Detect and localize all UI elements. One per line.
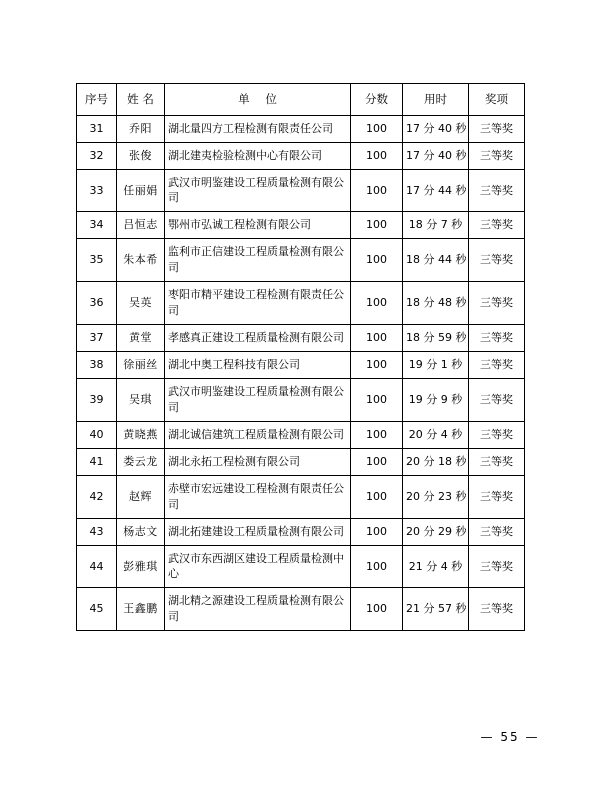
cell-number: 39 [77,378,117,421]
page-number: — 55 — [480,730,540,744]
cell-unit: 湖北拓建建设工程质量检测有限公司 [165,518,351,545]
table-row [77,115,525,142]
cell-prize: 三等奖 [469,448,525,475]
cell-name: 徐丽丝 [117,352,165,379]
cell-name: 黄晓燕 [117,421,165,448]
cell-name: 王鑫鹏 [117,588,165,631]
cell-name: 吴英 [117,282,165,325]
cell-unit: 武汉市明鉴建设工程质量检测有限公司 [165,169,351,212]
cell-time: 20 分 29 秒 [403,518,469,545]
cell-name: 乔阳 [117,115,165,142]
cell-number: 35 [77,239,117,282]
cell-score: 100 [351,588,403,631]
cell-time: 17 分 44 秒 [403,169,469,212]
cell-unit: 湖北建夷检验检测中心有限公司 [165,142,351,169]
award-table [76,83,525,631]
cell-unit: 武汉市东西湖区建设工程质量检测中心 [165,545,351,588]
cell-score: 100 [351,352,403,379]
cell-prize: 三等奖 [469,212,525,239]
cell-score: 100 [351,282,403,325]
table-row [77,448,525,475]
cell-score: 100 [351,421,403,448]
cell-prize: 三等奖 [469,142,525,169]
table-row [77,239,525,282]
cell-prize: 三等奖 [469,378,525,421]
award-table-container [76,83,524,631]
cell-score: 100 [351,239,403,282]
cell-prize: 三等奖 [469,588,525,631]
cell-score: 100 [351,378,403,421]
cell-unit: 赤壁市宏远建设工程检测有限责任公司 [165,475,351,518]
cell-prize: 三等奖 [469,421,525,448]
table-header [77,84,525,116]
table-row [77,169,525,212]
cell-time: 18 分 7 秒 [403,212,469,239]
cell-unit: 孝感真正建设工程质量检测有限公司 [165,325,351,352]
cell-prize: 三等奖 [469,282,525,325]
cell-name: 吴琪 [117,378,165,421]
cell-name: 彭雅琪 [117,545,165,588]
cell-number: 42 [77,475,117,518]
table-row [77,378,525,421]
cell-prize: 三等奖 [469,352,525,379]
cell-time: 18 分 44 秒 [403,239,469,282]
cell-prize: 三等奖 [469,169,525,212]
cell-number: 33 [77,169,117,212]
cell-prize: 三等奖 [469,518,525,545]
table-row [77,282,525,325]
table-row [77,212,525,239]
column-header-time: 用时 [403,84,469,116]
cell-prize: 三等奖 [469,115,525,142]
cell-number: 31 [77,115,117,142]
table-row [77,352,525,379]
cell-unit: 枣阳市精平建设工程检测有限责任公司 [165,282,351,325]
cell-name: 任丽娟 [117,169,165,212]
cell-unit: 鄂州市弘诚工程检测有限公司 [165,212,351,239]
cell-time: 19 分 9 秒 [403,378,469,421]
cell-prize: 三等奖 [469,239,525,282]
cell-name: 朱本希 [117,239,165,282]
cell-name: 张俊 [117,142,165,169]
cell-unit: 湖北中奥工程科技有限公司 [165,352,351,379]
cell-score: 100 [351,475,403,518]
table-row [77,588,525,631]
cell-time: 20 分 18 秒 [403,448,469,475]
column-header-unit: 单 位 [165,84,351,116]
cell-time: 20 分 23 秒 [403,475,469,518]
cell-prize: 三等奖 [469,545,525,588]
cell-name: 杨志文 [117,518,165,545]
cell-time: 21 分 57 秒 [403,588,469,631]
cell-time: 17 分 40 秒 [403,142,469,169]
cell-score: 100 [351,545,403,588]
cell-name: 娄云龙 [117,448,165,475]
cell-time: 18 分 48 秒 [403,282,469,325]
cell-score: 100 [351,325,403,352]
cell-unit: 武汉市明鉴建设工程质量检测有限公司 [165,378,351,421]
cell-prize: 三等奖 [469,325,525,352]
table-row [77,142,525,169]
cell-number: 41 [77,448,117,475]
cell-score: 100 [351,142,403,169]
cell-name: 吕恒志 [117,212,165,239]
cell-unit: 监利市正信建设工程质量检测有限公司 [165,239,351,282]
cell-score: 100 [351,448,403,475]
cell-number: 34 [77,212,117,239]
cell-time: 20 分 4 秒 [403,421,469,448]
cell-number: 37 [77,325,117,352]
cell-score: 100 [351,115,403,142]
cell-score: 100 [351,169,403,212]
table-row [77,545,525,588]
column-header-prize: 奖项 [469,84,525,116]
cell-number: 45 [77,588,117,631]
cell-name: 黄堂 [117,325,165,352]
table-body [77,115,525,631]
table-row [77,325,525,352]
column-header-number: 序号 [77,84,117,116]
cell-number: 43 [77,518,117,545]
cell-number: 38 [77,352,117,379]
table-row [77,421,525,448]
cell-time: 19 分 1 秒 [403,352,469,379]
cell-time: 17 分 40 秒 [403,115,469,142]
cell-unit: 湖北精之源建设工程质量检测有限公司 [165,588,351,631]
table-row [77,475,525,518]
cell-number: 36 [77,282,117,325]
cell-unit: 湖北量四方工程检测有限责任公司 [165,115,351,142]
cell-score: 100 [351,518,403,545]
cell-unit: 湖北诚信建筑工程质量检测有限公司 [165,421,351,448]
cell-number: 44 [77,545,117,588]
cell-number: 32 [77,142,117,169]
cell-time: 21 分 4 秒 [403,545,469,588]
cell-time: 18 分 59 秒 [403,325,469,352]
cell-name: 赵辉 [117,475,165,518]
table-header-row [77,84,525,116]
column-header-score: 分数 [351,84,403,116]
cell-score: 100 [351,212,403,239]
column-header-name: 姓 名 [117,84,165,116]
cell-number: 40 [77,421,117,448]
page-footer [0,730,600,744]
cell-prize: 三等奖 [469,475,525,518]
cell-unit: 湖北永拓工程检测有限公司 [165,448,351,475]
table-row [77,518,525,545]
